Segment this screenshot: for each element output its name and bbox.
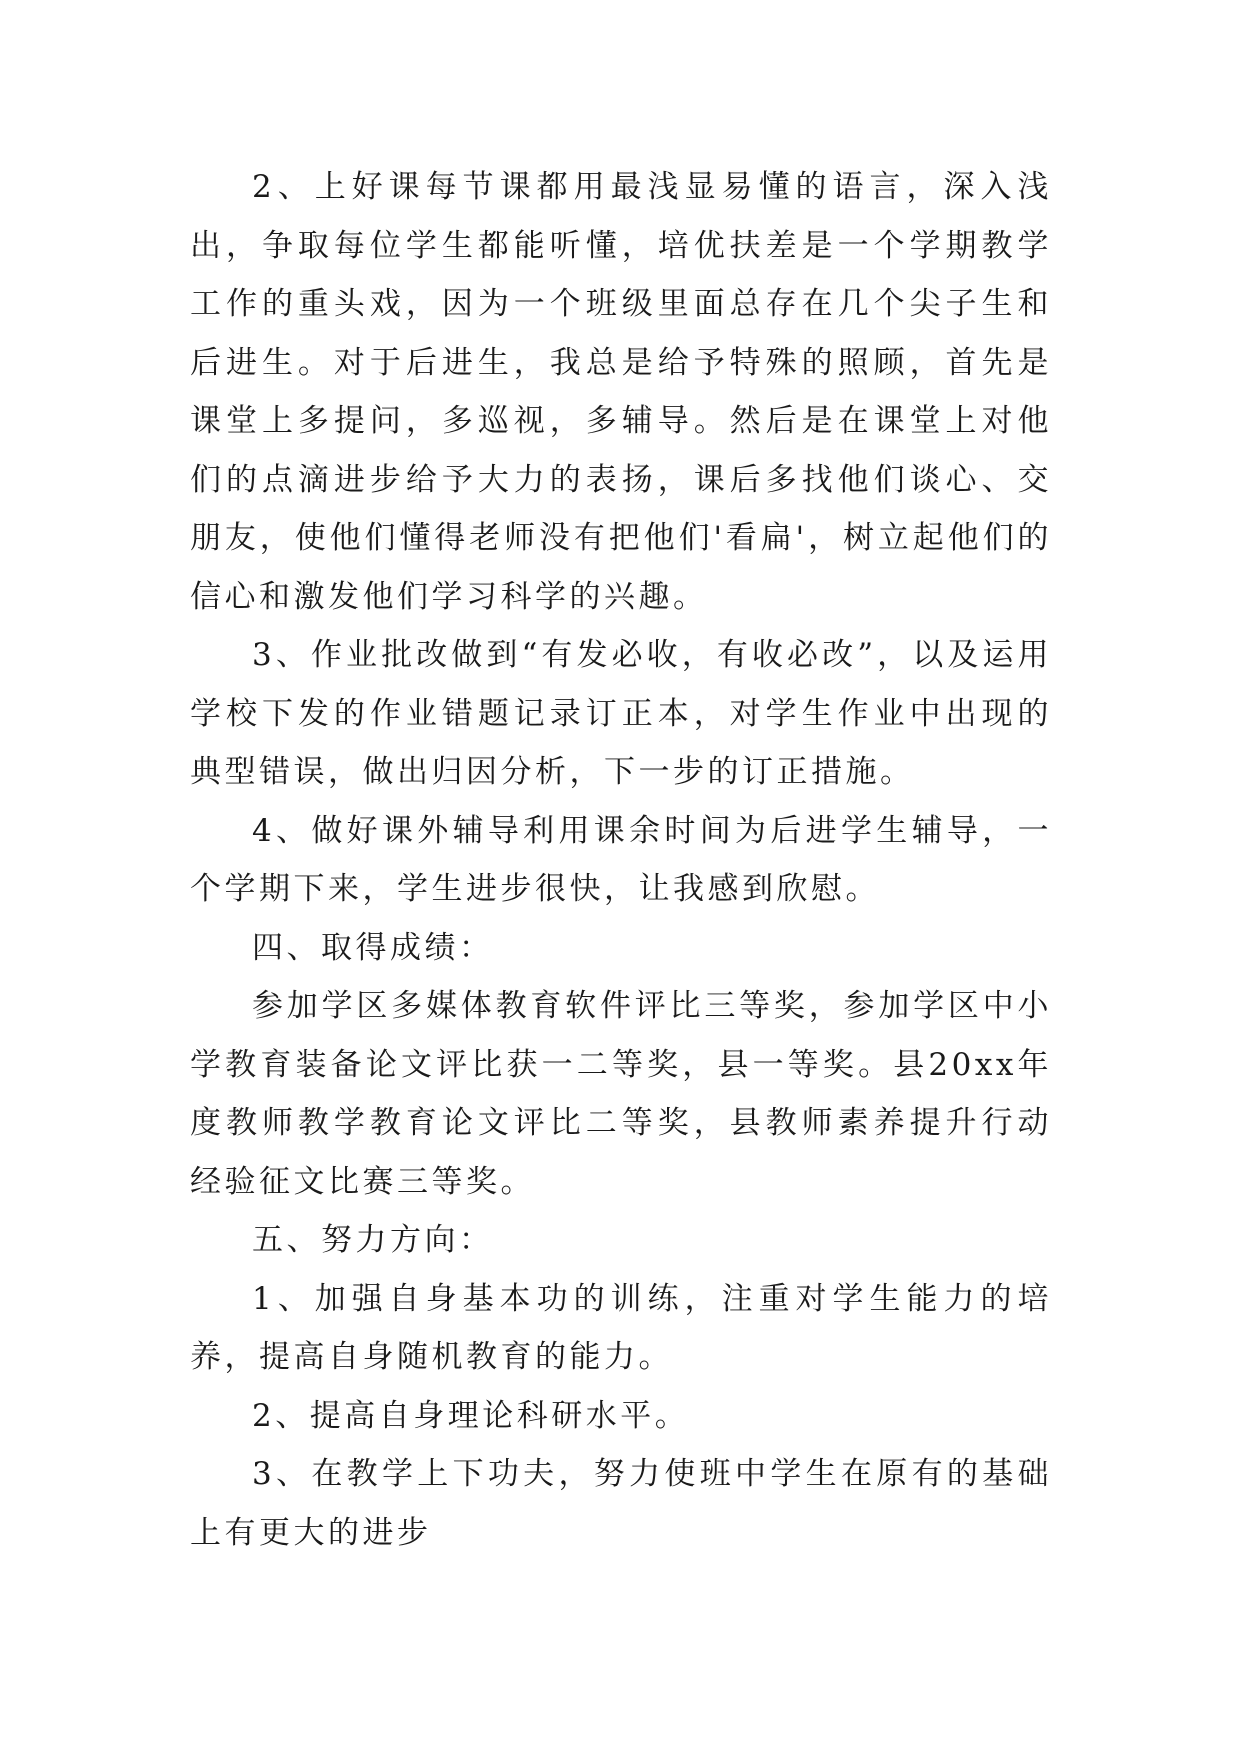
section-heading-achievements: 四、取得成绩： xyxy=(252,929,494,966)
paragraph-direction-2: 2、提高自身理论科研水平。 xyxy=(252,1397,690,1434)
paragraph-awards: 参加学区多媒体教育软件评比三等奖，参加学区中小学教育装备论文评比获一二等奖，县一等奖。县20xx年度教师教学教育论文评比二等奖，县教师素养提升行动经验征文比赛三等奖。 xyxy=(190,988,1052,1200)
paragraph-teaching-classes: 2、上好课每节课都用最浅显易懂的语言，深入浅出，争取每位学生都能听懂，培优扶差是一个学期教学工作的重头戏，因为一个班级里面总存在几个尖子生和后进生。对于后进生，我总是给予特殊的照顾，首先是课堂上多提问，多巡视，多辅导。然后是在课堂上对他们的点滴进步给予大力的表扬，课后多找他们谈心、交朋友，使他们懂得老师没有把他们'看扁'，树立起他们的信心和激发他们学习科学的兴趣。 xyxy=(190,169,1052,615)
section-heading-directions: 五、努力方向： xyxy=(252,1222,494,1258)
paragraph-homework-correction: 3、作业批改做到“有发必收，有收必改”，以及运用学校下发的作业错题记录订正本，对学生作业中出现的典型错误，做出归因分析，下一步的订正措施。 xyxy=(190,637,1052,790)
paragraph-extracurricular-tutoring: 4、做好课外辅导利用课余时间为后进学生辅导，一个学期下来，学生进步很快，让我感到欣慰。 xyxy=(190,812,1052,907)
paragraph-direction-3: 3、在教学上下功夫，努力使班中学生在原有的基础上有更大的进步 xyxy=(190,1456,1052,1551)
document-body xyxy=(190,158,1052,1562)
paragraph-direction-1: 1、加强自身基本功的训练，注重对学生能力的培养，提高自身随机教育的能力。 xyxy=(190,1280,1052,1375)
